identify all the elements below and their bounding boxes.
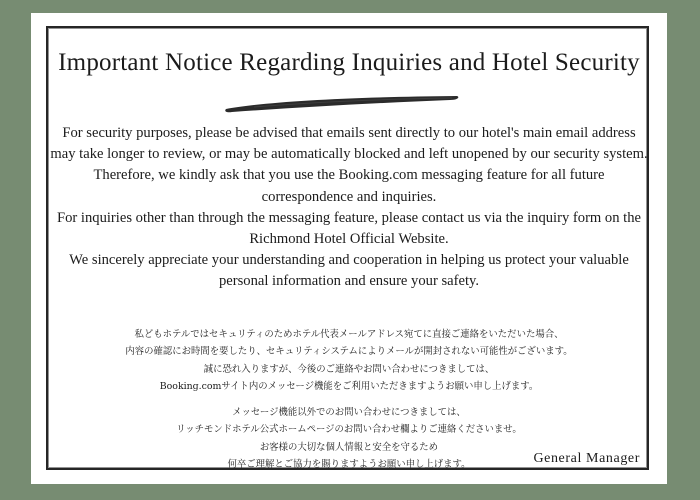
japanese-message-1 [49,326,649,396]
japanese-line: お客様の大切な個人情報と安全を守るため [259,441,439,453]
english-paragraph: Therefore, we kindly ask that you use the Booking.com messaging feature for all future correspondence and inquiries. [93,167,605,205]
english-message [49,123,649,293]
japanese-line: 何卒ご理解とご協力を賜りますようお願い申し上げます。 [227,459,471,471]
japanese-line: メッセージ機能以外でのお問い合わせにつきましては、 [232,407,466,418]
english-paragraph: For security purposes, please be advised that emails sent directly to our hotel's main email address may take longer to review, or may be automatically blocked and left unopened by our security system. [50,125,648,163]
signature: General Manager [533,451,640,466]
english-paragraph: We sincerely appreciate your understanding and cooperation in helping us protect your valuable personal information and ensure your safety. [69,252,629,290]
notice-title: Important Notice Regarding Inquiries and Hotel Security [58,49,640,76]
japanese-line: 誠に恐れ入りますが、今後のご連絡やお問い合わせにつきましては、 [203,363,495,375]
japanese-line: Booking.comサイト内のメッセージ機能をご利用いただきますようお願い申し上げます。 [159,381,539,393]
brush-stroke-divider [224,93,460,113]
japanese-line: リッチモンドホテル公式ホームページのお問い合わせ欄よりご連絡くださいませ。 [176,424,522,436]
english-paragraph: For inquiries other than through the messaging feature, please contact us via the inquiry form on the Richmond Hotel Official Website. [57,209,641,248]
notice-card [31,13,667,484]
japanese-line: 内容の確認にお時間を要したり、セキュリティシステムによりメールが開封されない可能性がございます。 [125,346,573,358]
japanese-line: 私どもホテルではセキュリティのためホテル代表メールアドレス宛てに直接ご連絡をいただいた場合、 [134,329,564,340]
